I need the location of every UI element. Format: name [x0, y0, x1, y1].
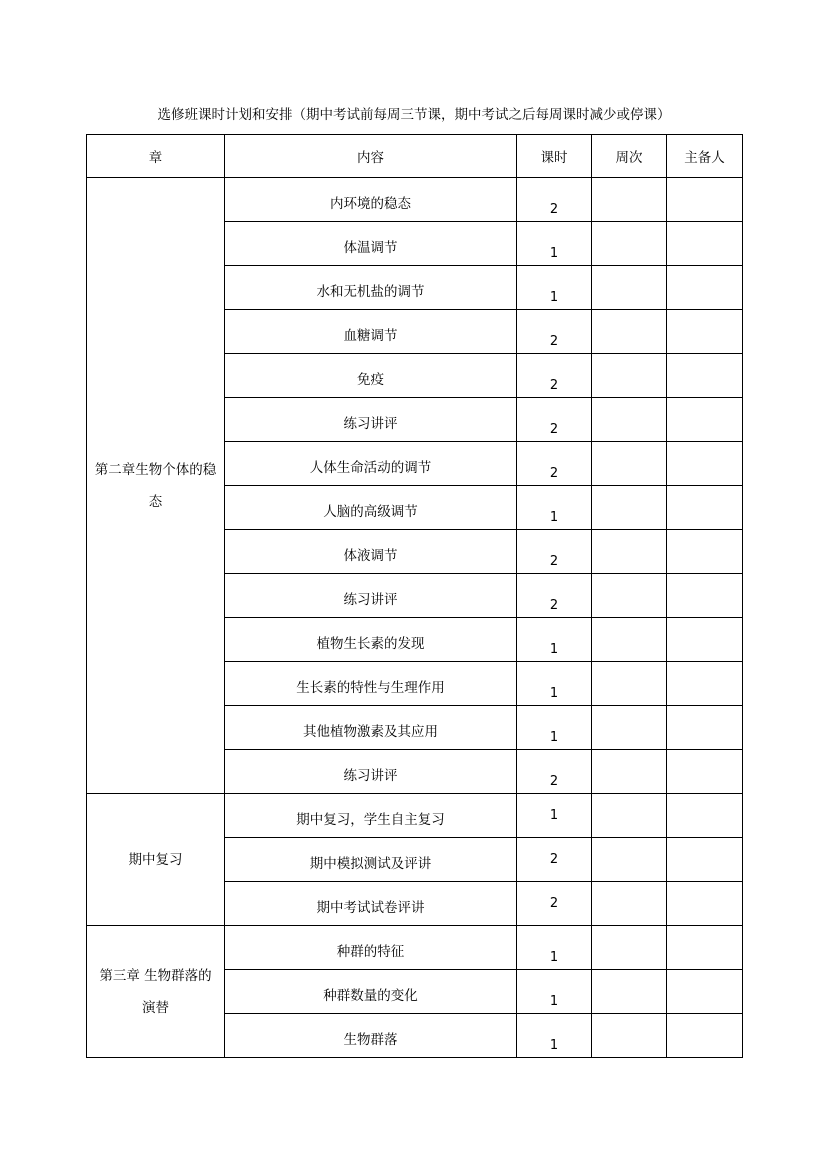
hours-cell: 2: [517, 442, 592, 486]
week-cell: [592, 178, 667, 222]
content-cell: 人体生命活动的调节: [225, 442, 517, 486]
preparer-cell: [667, 662, 743, 706]
week-cell: [592, 838, 667, 882]
content-cell: 生物群落: [225, 1014, 517, 1058]
content-cell: 植物生长素的发现: [225, 618, 517, 662]
preparer-cell: [667, 574, 743, 618]
preparer-cell: [667, 794, 743, 838]
preparer-cell: [667, 398, 743, 442]
week-cell: [592, 662, 667, 706]
header-hours: 课时: [517, 135, 592, 178]
week-cell: [592, 354, 667, 398]
hours-cell: 1: [517, 618, 592, 662]
document-title: 选修班课时计划和安排（期中考试前每周三节课，期中考试之后每周课时减少或停课）: [157, 107, 671, 123]
hours-cell: 2: [517, 882, 592, 926]
table-row: [87, 794, 743, 838]
preparer-cell: [667, 838, 743, 882]
week-cell: [592, 706, 667, 750]
header-week: 周次: [592, 135, 667, 178]
chapter-cell: 期中复习: [87, 794, 225, 926]
week-cell: [592, 970, 667, 1014]
content-cell: 体液调节: [225, 530, 517, 574]
preparer-cell: [667, 1014, 743, 1058]
week-cell: [592, 618, 667, 662]
week-cell: [592, 442, 667, 486]
hours-cell: 1: [517, 794, 592, 838]
preparer-cell: [667, 750, 743, 794]
week-cell: [592, 750, 667, 794]
content-cell: 期中复习，学生自主复习: [225, 794, 517, 838]
content-cell: 期中模拟测试及评讲: [225, 838, 517, 882]
table-header-row: [87, 135, 743, 178]
hours-cell: 2: [517, 178, 592, 222]
week-cell: [592, 1014, 667, 1058]
preparer-cell: [667, 222, 743, 266]
content-cell: 水和无机盐的调节: [225, 266, 517, 310]
hours-cell: 1: [517, 706, 592, 750]
hours-cell: 1: [517, 486, 592, 530]
week-cell: [592, 794, 667, 838]
header-preparer: 主备人: [667, 135, 743, 178]
preparer-cell: [667, 926, 743, 970]
header-content: 内容: [225, 135, 517, 178]
content-cell: 种群的特征: [225, 926, 517, 970]
chapter-cell: 第三章 生物群落的演替: [87, 926, 225, 1058]
preparer-cell: [667, 970, 743, 1014]
schedule-body: [87, 178, 743, 1058]
hours-cell: 2: [517, 750, 592, 794]
content-cell: 其他植物激素及其应用: [225, 706, 517, 750]
content-cell: 体温调节: [225, 222, 517, 266]
hours-cell: 1: [517, 970, 592, 1014]
preparer-cell: [667, 178, 743, 222]
preparer-cell: [667, 706, 743, 750]
hours-cell: 2: [517, 310, 592, 354]
week-cell: [592, 574, 667, 618]
hours-cell: 1: [517, 222, 592, 266]
hours-cell: 1: [517, 662, 592, 706]
week-cell: [592, 530, 667, 574]
preparer-cell: [667, 486, 743, 530]
week-cell: [592, 310, 667, 354]
preparer-cell: [667, 266, 743, 310]
preparer-cell: [667, 354, 743, 398]
chapter-cell: 第二章生物个体的稳态: [87, 178, 225, 794]
table-row: [87, 926, 743, 970]
preparer-cell: [667, 442, 743, 486]
hours-cell: 2: [517, 838, 592, 882]
hours-cell: 1: [517, 266, 592, 310]
hours-cell: 2: [517, 398, 592, 442]
schedule-table: [86, 134, 743, 1058]
preparer-cell: [667, 618, 743, 662]
content-cell: 血糖调节: [225, 310, 517, 354]
header-chapter: 章: [87, 135, 225, 178]
content-cell: 生长素的特性与生理作用: [225, 662, 517, 706]
content-cell: 免疫: [225, 354, 517, 398]
preparer-cell: [667, 882, 743, 926]
hours-cell: 2: [517, 354, 592, 398]
hours-cell: 2: [517, 574, 592, 618]
preparer-cell: [667, 310, 743, 354]
preparer-cell: [667, 530, 743, 574]
week-cell: [592, 926, 667, 970]
week-cell: [592, 882, 667, 926]
week-cell: [592, 266, 667, 310]
content-cell: 练习讲评: [225, 750, 517, 794]
content-cell: 人脑的高级调节: [225, 486, 517, 530]
content-cell: 练习讲评: [225, 574, 517, 618]
content-cell: 内环境的稳态: [225, 178, 517, 222]
week-cell: [592, 486, 667, 530]
week-cell: [592, 222, 667, 266]
week-cell: [592, 398, 667, 442]
hours-cell: 2: [517, 530, 592, 574]
hours-cell: 1: [517, 1014, 592, 1058]
content-cell: 期中考试试卷评讲: [225, 882, 517, 926]
table-row: [87, 178, 743, 222]
hours-cell: 1: [517, 926, 592, 970]
content-cell: 种群数量的变化: [225, 970, 517, 1014]
content-cell: 练习讲评: [225, 398, 517, 442]
